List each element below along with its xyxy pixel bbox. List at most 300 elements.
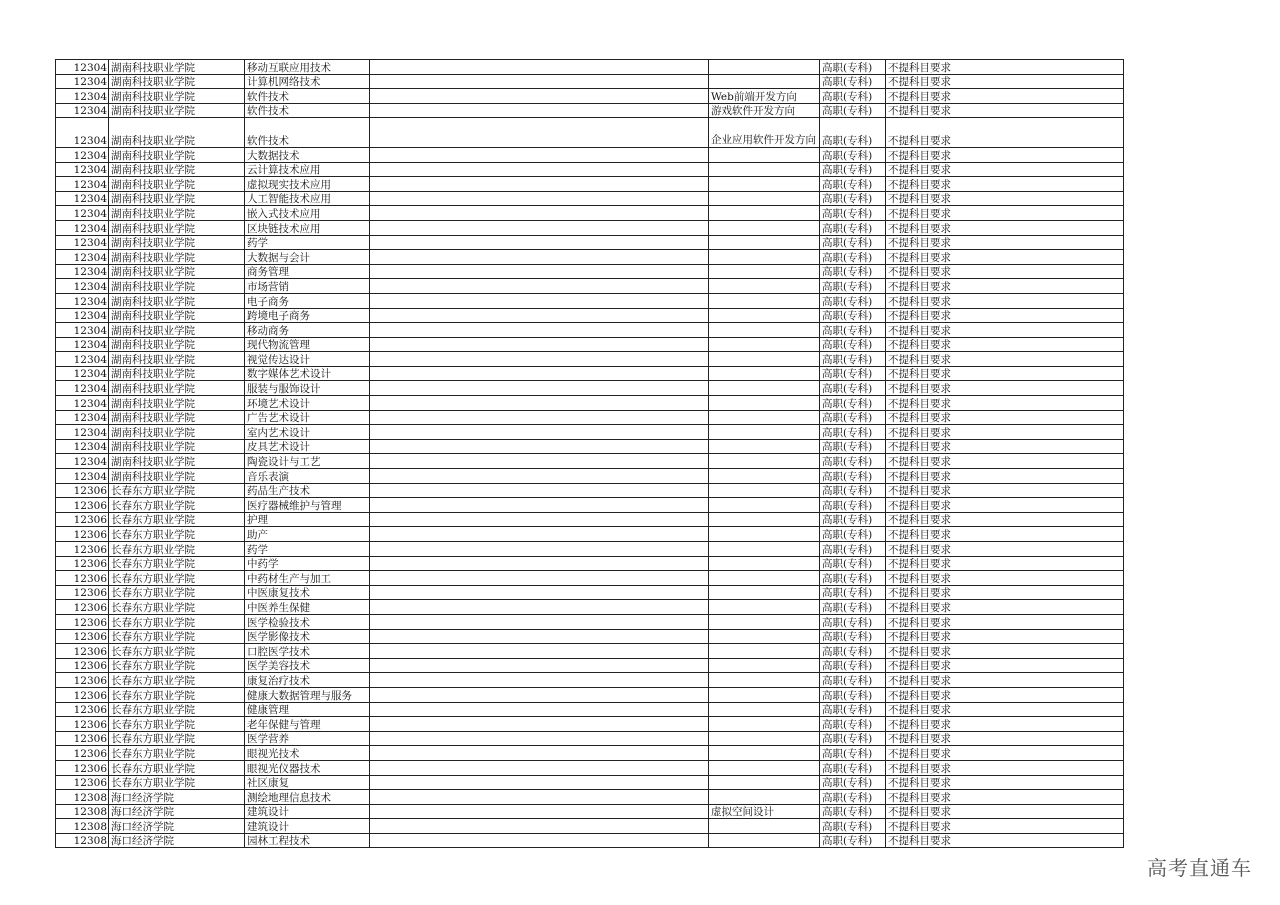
major-name-cell: 人工智能技术应用 [245,191,370,206]
note-cell [370,103,709,118]
major-name-cell: 中药学 [245,556,370,571]
school-code-cell: 12306 [56,527,109,542]
level-cell: 高职(专科) [820,585,886,600]
school-name-cell: 长春东方职业学院 [109,542,245,557]
school-name-cell: 长春东方职业学院 [109,717,245,732]
major-name-cell: 电子商务 [245,293,370,308]
level-cell: 高职(专科) [820,687,886,702]
school-code-cell: 12304 [56,381,109,396]
note-cell [370,118,709,148]
school-name-cell: 湖南科技职业学院 [109,454,245,469]
school-name-cell: 湖南科技职业学院 [109,250,245,265]
major-name-cell: 中医养生保健 [245,600,370,615]
school-code-cell: 12306 [56,614,109,629]
level-cell: 高职(专科) [820,439,886,454]
school-name-cell: 长春东方职业学院 [109,673,245,688]
school-code-cell: 12304 [56,308,109,323]
table-row [56,250,1124,265]
note-cell [370,673,709,688]
major-name-cell: 药品生产技术 [245,483,370,498]
direction-cell [709,717,820,732]
major-name-cell: 音乐表演 [245,469,370,484]
school-name-cell: 湖南科技职业学院 [109,308,245,323]
table-row [56,614,1124,629]
level-cell: 高职(专科) [820,673,886,688]
level-cell: 高职(专科) [820,74,886,89]
level-cell: 高职(专科) [820,731,886,746]
level-cell: 高职(专科) [820,206,886,221]
table-row [56,556,1124,571]
school-name-cell: 湖南科技职业学院 [109,279,245,294]
school-code-cell: 12304 [56,337,109,352]
school-code-cell: 12304 [56,191,109,206]
table-row [56,629,1124,644]
school-code-cell: 12306 [56,717,109,732]
note-cell [370,410,709,425]
subject-requirement-cell: 不提科目要求 [886,74,1124,89]
level-cell: 高职(专科) [820,89,886,104]
school-name-cell: 长春东方职业学院 [109,731,245,746]
direction-cell [709,775,820,790]
subject-requirement-cell: 不提科目要求 [886,279,1124,294]
level-cell: 高职(专科) [820,410,886,425]
direction-cell [709,469,820,484]
note-cell [370,381,709,396]
level-cell: 高职(专科) [820,469,886,484]
table-row [56,410,1124,425]
school-code-cell: 12306 [56,702,109,717]
major-name-cell: 药学 [245,542,370,557]
subject-requirement-cell: 不提科目要求 [886,323,1124,338]
level-cell: 高职(专科) [820,177,886,192]
direction-cell: 游戏软件开发方向 [709,103,820,118]
school-name-cell: 海口经济学院 [109,790,245,805]
direction-cell [709,556,820,571]
level-cell: 高职(专科) [820,366,886,381]
note-cell [370,731,709,746]
direction-cell [709,191,820,206]
school-code-cell: 12306 [56,687,109,702]
direction-cell [709,542,820,557]
school-name-cell: 湖南科技职业学院 [109,147,245,162]
subject-requirement-cell: 不提科目要求 [886,352,1124,367]
subject-requirement-cell: 不提科目要求 [886,220,1124,235]
major-name-cell: 环境艺术设计 [245,396,370,411]
school-name-cell: 长春东方职业学院 [109,746,245,761]
school-code-cell: 12306 [56,542,109,557]
table-row [56,60,1124,75]
subject-requirement-cell: 不提科目要求 [886,235,1124,250]
table-row [56,483,1124,498]
major-name-cell: 医疗器械维护与管理 [245,498,370,513]
school-code-cell: 12304 [56,410,109,425]
subject-requirement-cell: 不提科目要求 [886,191,1124,206]
direction-cell [709,235,820,250]
table-row [56,454,1124,469]
subject-requirement-cell: 不提科目要求 [886,103,1124,118]
table-row [56,103,1124,118]
note-cell [370,571,709,586]
major-name-cell: 软件技术 [245,89,370,104]
school-code-cell: 12304 [56,293,109,308]
school-name-cell: 长春东方职业学院 [109,760,245,775]
major-name-cell: 移动商务 [245,323,370,338]
level-cell: 高职(专科) [820,702,886,717]
school-code-cell: 12304 [56,60,109,75]
table-row [56,790,1124,805]
table-row [56,323,1124,338]
subject-requirement-cell: 不提科目要求 [886,804,1124,819]
school-name-cell: 湖南科技职业学院 [109,206,245,221]
note-cell [370,279,709,294]
major-name-cell: 嵌入式技术应用 [245,206,370,221]
table-row [56,819,1124,834]
direction-cell [709,206,820,221]
major-name-cell: 药学 [245,235,370,250]
major-name-cell: 中医康复技术 [245,585,370,600]
level-cell: 高职(专科) [820,614,886,629]
subject-requirement-cell: 不提科目要求 [886,118,1124,148]
table-row [56,264,1124,279]
school-code-cell: 12306 [56,483,109,498]
note-cell [370,293,709,308]
note-cell [370,760,709,775]
school-name-cell: 长春东方职业学院 [109,629,245,644]
level-cell: 高职(专科) [820,352,886,367]
table-row [56,585,1124,600]
school-name-cell: 湖南科技职业学院 [109,337,245,352]
school-code-cell: 12306 [56,600,109,615]
school-name-cell: 湖南科技职业学院 [109,396,245,411]
direction-cell [709,673,820,688]
table-row [56,177,1124,192]
level-cell: 高职(专科) [820,658,886,673]
table-row [56,804,1124,819]
note-cell [370,235,709,250]
school-code-cell: 12304 [56,279,109,294]
note-cell [370,833,709,848]
subject-requirement-cell: 不提科目要求 [886,614,1124,629]
table-row [56,89,1124,104]
school-code-cell: 12304 [56,439,109,454]
subject-requirement-cell: 不提科目要求 [886,308,1124,323]
direction-cell [709,454,820,469]
school-name-cell: 长春东方职业学院 [109,702,245,717]
level-cell: 高职(专科) [820,454,886,469]
direction-cell [709,308,820,323]
major-name-cell: 广告艺术设计 [245,410,370,425]
subject-requirement-cell: 不提科目要求 [886,206,1124,221]
direction-cell [709,323,820,338]
school-name-cell: 海口经济学院 [109,819,245,834]
subject-requirement-cell: 不提科目要求 [886,483,1124,498]
note-cell [370,454,709,469]
direction-cell [709,614,820,629]
subject-requirement-cell: 不提科目要求 [886,250,1124,265]
note-cell [370,483,709,498]
school-code-cell: 12306 [56,731,109,746]
school-name-cell: 湖南科技职业学院 [109,74,245,89]
direction-cell [709,410,820,425]
school-code-cell: 12304 [56,469,109,484]
school-code-cell: 12304 [56,425,109,440]
school-code-cell: 12306 [56,585,109,600]
direction-cell [709,74,820,89]
major-name-cell: 市场营销 [245,279,370,294]
table-row [56,469,1124,484]
table-row [56,760,1124,775]
direction-cell [709,220,820,235]
level-cell: 高职(专科) [820,235,886,250]
major-name-cell: 医学营养 [245,731,370,746]
table-row [56,279,1124,294]
note-cell [370,542,709,557]
subject-requirement-cell: 不提科目要求 [886,512,1124,527]
school-name-cell: 湖南科技职业学院 [109,89,245,104]
school-name-cell: 湖南科技职业学院 [109,220,245,235]
subject-requirement-cell: 不提科目要求 [886,425,1124,440]
level-cell: 高职(专科) [820,542,886,557]
level-cell: 高职(专科) [820,527,886,542]
table-row [56,74,1124,89]
school-name-cell: 长春东方职业学院 [109,512,245,527]
watermark: 高考直通车 [1147,856,1252,880]
note-cell [370,352,709,367]
note-cell [370,687,709,702]
school-code-cell: 12304 [56,147,109,162]
major-name-cell: 测绘地理信息技术 [245,790,370,805]
major-name-cell: 口腔医学技术 [245,644,370,659]
note-cell [370,264,709,279]
level-cell: 高职(专科) [820,162,886,177]
school-code-cell: 12304 [56,162,109,177]
subject-requirement-cell: 不提科目要求 [886,717,1124,732]
subject-requirement-cell: 不提科目要求 [886,542,1124,557]
table-row [56,191,1124,206]
school-code-cell: 12306 [56,658,109,673]
direction-cell [709,162,820,177]
note-cell [370,191,709,206]
school-name-cell: 长春东方职业学院 [109,498,245,513]
subject-requirement-cell: 不提科目要求 [886,833,1124,848]
school-code-cell: 12304 [56,352,109,367]
direction-cell: 企业应用软件开发方向 [709,118,820,148]
level-cell: 高职(专科) [820,147,886,162]
note-cell [370,527,709,542]
school-name-cell: 湖南科技职业学院 [109,381,245,396]
major-name-cell: 医学美容技术 [245,658,370,673]
subject-requirement-cell: 不提科目要求 [886,89,1124,104]
note-cell [370,147,709,162]
major-name-cell: 社区康复 [245,775,370,790]
major-name-cell: 健康管理 [245,702,370,717]
level-cell: 高职(专科) [820,556,886,571]
subject-requirement-cell: 不提科目要求 [886,819,1124,834]
school-name-cell: 湖南科技职业学院 [109,352,245,367]
level-cell: 高职(专科) [820,833,886,848]
school-name-cell: 长春东方职业学院 [109,483,245,498]
school-code-cell: 12306 [56,498,109,513]
note-cell [370,162,709,177]
school-name-cell: 湖南科技职业学院 [109,60,245,75]
level-cell: 高职(专科) [820,819,886,834]
note-cell [370,775,709,790]
admission-table [55,59,1124,848]
direction-cell [709,790,820,805]
level-cell: 高职(专科) [820,323,886,338]
note-cell [370,323,709,338]
table-row [56,366,1124,381]
table-row [56,337,1124,352]
level-cell: 高职(专科) [820,717,886,732]
major-name-cell: 园林工程技术 [245,833,370,848]
level-cell: 高职(专科) [820,804,886,819]
school-code-cell: 12306 [56,644,109,659]
note-cell [370,512,709,527]
table-row [56,542,1124,557]
note-cell [370,600,709,615]
major-name-cell: 云计算技术应用 [245,162,370,177]
major-name-cell: 护理 [245,512,370,527]
school-name-cell: 海口经济学院 [109,804,245,819]
school-code-cell: 12304 [56,74,109,89]
subject-requirement-cell: 不提科目要求 [886,439,1124,454]
major-name-cell: 医学检验技术 [245,614,370,629]
table-row [56,206,1124,221]
school-name-cell: 长春东方职业学院 [109,775,245,790]
school-name-cell: 海口经济学院 [109,833,245,848]
direction-cell [709,512,820,527]
subject-requirement-cell: 不提科目要求 [886,381,1124,396]
note-cell [370,337,709,352]
school-name-cell: 湖南科技职业学院 [109,191,245,206]
school-name-cell: 长春东方职业学院 [109,556,245,571]
table-row [56,235,1124,250]
direction-cell [709,60,820,75]
major-name-cell: 视觉传达设计 [245,352,370,367]
subject-requirement-cell: 不提科目要求 [886,498,1124,513]
note-cell [370,644,709,659]
school-name-cell: 湖南科技职业学院 [109,410,245,425]
school-name-cell: 湖南科技职业学院 [109,425,245,440]
level-cell: 高职(专科) [820,790,886,805]
school-code-cell: 12304 [56,220,109,235]
table-row [56,147,1124,162]
subject-requirement-cell: 不提科目要求 [886,177,1124,192]
school-code-cell: 12308 [56,833,109,848]
subject-requirement-cell: 不提科目要求 [886,600,1124,615]
direction-cell [709,571,820,586]
direction-cell [709,279,820,294]
table-row [56,717,1124,732]
school-code-cell: 12308 [56,804,109,819]
school-code-cell: 12304 [56,250,109,265]
level-cell: 高职(专科) [820,60,886,75]
major-name-cell: 现代物流管理 [245,337,370,352]
note-cell [370,177,709,192]
subject-requirement-cell: 不提科目要求 [886,162,1124,177]
table-row [56,512,1124,527]
table-row [56,118,1124,148]
table-row [56,352,1124,367]
direction-cell [709,746,820,761]
school-name-cell: 长春东方职业学院 [109,600,245,615]
level-cell: 高职(专科) [820,293,886,308]
level-cell: 高职(专科) [820,279,886,294]
level-cell: 高职(专科) [820,644,886,659]
school-name-cell: 湖南科技职业学院 [109,162,245,177]
school-code-cell: 12304 [56,206,109,221]
direction-cell: Web前端开发方向 [709,89,820,104]
major-name-cell: 陶瓷设计与工艺 [245,454,370,469]
table-row [56,308,1124,323]
major-name-cell: 虚拟现实技术应用 [245,177,370,192]
table-row [56,833,1124,848]
level-cell: 高职(专科) [820,775,886,790]
subject-requirement-cell: 不提科目要求 [886,410,1124,425]
school-code-cell: 12304 [56,396,109,411]
school-name-cell: 湖南科技职业学院 [109,439,245,454]
note-cell [370,629,709,644]
school-name-cell: 长春东方职业学院 [109,585,245,600]
subject-requirement-cell: 不提科目要求 [886,746,1124,761]
major-name-cell: 大数据与会计 [245,250,370,265]
school-code-cell: 12304 [56,177,109,192]
direction-cell [709,600,820,615]
level-cell: 高职(专科) [820,760,886,775]
subject-requirement-cell: 不提科目要求 [886,658,1124,673]
school-code-cell: 12304 [56,235,109,250]
note-cell [370,439,709,454]
direction-cell [709,731,820,746]
note-cell [370,585,709,600]
level-cell: 高职(专科) [820,250,886,265]
major-name-cell: 老年保健与管理 [245,717,370,732]
subject-requirement-cell: 不提科目要求 [886,775,1124,790]
major-name-cell: 康复治疗技术 [245,673,370,688]
school-code-cell: 12308 [56,790,109,805]
note-cell [370,250,709,265]
school-code-cell: 12306 [56,760,109,775]
direction-cell [709,439,820,454]
subject-requirement-cell: 不提科目要求 [886,673,1124,688]
major-name-cell: 皮具艺术设计 [245,439,370,454]
subject-requirement-cell: 不提科目要求 [886,571,1124,586]
direction-cell [709,264,820,279]
major-name-cell: 建筑设计 [245,804,370,819]
subject-requirement-cell: 不提科目要求 [886,760,1124,775]
direction-cell [709,352,820,367]
direction-cell [709,702,820,717]
direction-cell: 虚拟空间设计 [709,804,820,819]
subject-requirement-cell: 不提科目要求 [886,527,1124,542]
level-cell: 高职(专科) [820,571,886,586]
subject-requirement-cell: 不提科目要求 [886,585,1124,600]
table-row [56,746,1124,761]
table-row [56,162,1124,177]
direction-cell [709,425,820,440]
table-row [56,702,1124,717]
school-code-cell: 12304 [56,323,109,338]
direction-cell [709,483,820,498]
table-row [56,687,1124,702]
direction-cell [709,381,820,396]
school-name-cell: 湖南科技职业学院 [109,103,245,118]
note-cell [370,60,709,75]
table-row [56,425,1124,440]
school-name-cell: 湖南科技职业学院 [109,118,245,148]
major-name-cell: 服装与服饰设计 [245,381,370,396]
